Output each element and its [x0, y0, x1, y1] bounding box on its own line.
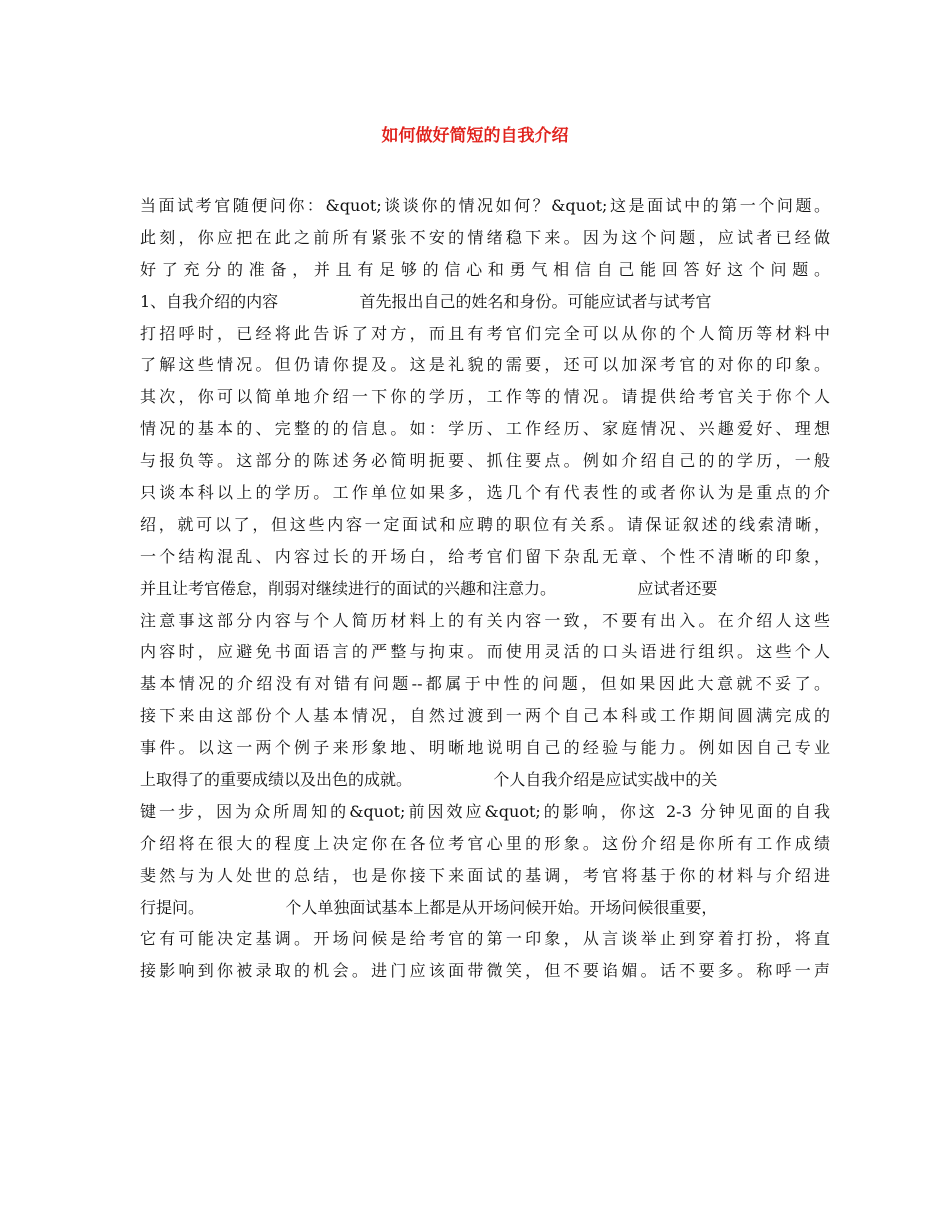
text-line: 好了充分的准备，并且有足够的信心和勇气相信自己能回答好这个问题。 [140, 259, 830, 279]
text-line: 行提问。 个人单独面试基本上都是从开场问候开始。开场问候很重要， [140, 897, 718, 917]
document-title: 如何做好简短的自我介绍 [381, 126, 569, 146]
text-line: 接下来由这部份个人基本情况，自然过渡到一两个自己本科或工作期间圆满完成的 [140, 706, 830, 726]
text-line: 斐然与为人处世的总结，也是你接下来面试的基调，考官将基于你的材料与介绍进 [140, 865, 830, 885]
text-line: 注意事这部分内容与个人简历材料上的有关内容一致，不要有出入。在介绍人这些 [140, 610, 830, 630]
text-line: 一个结构混乱、内容过长的开场白，给考官们留下杂乱无章、个性不清晰的印象， [140, 546, 830, 566]
text-line: 绍，就可以了，但这些内容一定面试和应聘的职位有关系。请保证叙述的线索清晰， [140, 514, 830, 534]
text-line: 其次，你可以简单地介绍一下你的学历，工作等的情况。请提供给考官关于你个人 [140, 387, 830, 407]
text-line: 并且让考官倦怠，削弱对继续进行的面试的兴趣和注意力。 应试者还要 [140, 578, 718, 598]
text-line: 事件。以这一两个例子来形象地、明晰地说明自己的经验与能力。例如因自己专业 [140, 738, 830, 758]
text-line: 接影响到你被录取的机会。进门应该面带微笑，但不要谄媚。话不要多。称呼一声 [140, 961, 830, 981]
text-line: 了解这些情况。但仍请你提及。这是礼貌的需要，还可以加深考官的对你的印象。 [140, 355, 830, 375]
text-line: 打招呼时，已经将此告诉了对方，而且有考官们完全可以从你的个人简历等材料中 [140, 323, 830, 343]
text-line: 与报负等。这部分的陈述务必简明扼要、抓住要点。例如介绍自己的的学历，一般 [140, 451, 830, 471]
text-line: 它有可能决定基调。开场问候是给考官的第一印象，从言谈举止到穿着打扮，将直 [140, 929, 830, 949]
text-line: 键一步，因为众所周知的&quot;前因效应&quot;的影响，你这 2-3 分钟见面的自我 [140, 801, 830, 821]
text-line: 内容时，应避免书面语言的严整与拘束。而使用灵活的口头语进行组织。这些个人 [140, 642, 830, 662]
text-line: 只谈本科以上的学历。工作单位如果多，选几个有代表性的或者你认为是重点的介 [140, 483, 830, 503]
text-line: 当面试考官随便问你：&quot;谈谈你的情况如何？&quot;这是面试中的第一个问题。 [140, 196, 830, 215]
text-line: 情况的基本的、完整的的信息。如：学历、工作经历、家庭情况、兴趣爱好、理想 [140, 419, 830, 439]
text-line: 介绍将在很大的程度上决定你在各位考官心里的形象。这份介绍是你所有工作成绩 [140, 833, 830, 853]
text-line: 此刻，你应把在此之前所有紧张不安的情绪稳下来。因为这个问题，应试者已经做 [140, 227, 830, 247]
text-line: 1、自我介绍的内容 首先报出自己的姓名和身份。可能应试者与试考官 [140, 291, 712, 311]
text-line: 上取得了的重要成绩以及出色的成就。 个人自我介绍是应试实战中的关 [140, 770, 718, 790]
document-body [140, 190, 830, 987]
text-line: 基本情况的介绍没有对错有问题--都属于中性的问题，但如果因此大意就不妥了。 [140, 674, 830, 694]
